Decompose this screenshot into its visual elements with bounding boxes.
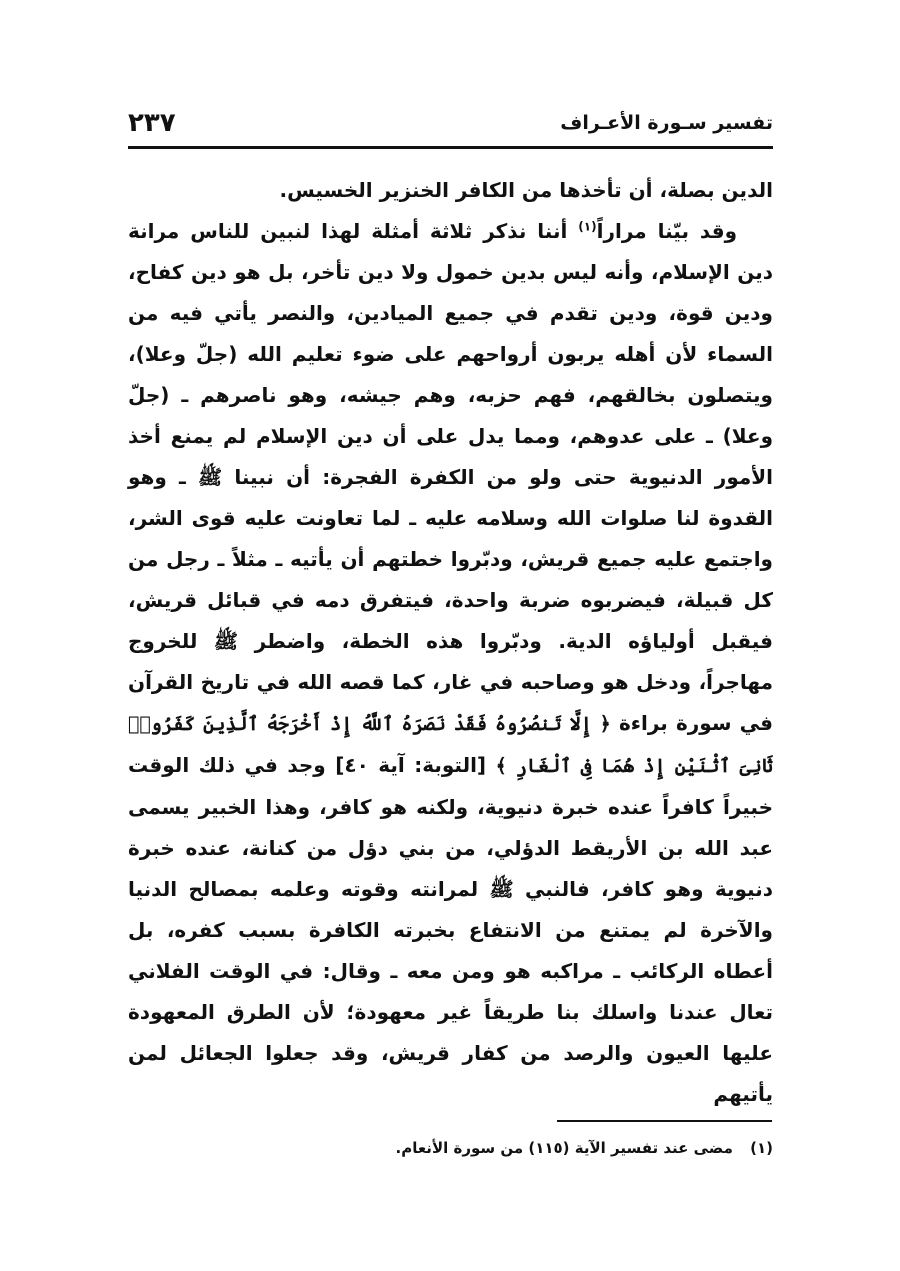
header-rule xyxy=(128,146,773,149)
footnote-reference: (١) xyxy=(578,219,597,234)
paragraph-continuation: الدين بصلة، أن تأخذها من الكافر الخنزير الخسيس. xyxy=(279,178,773,202)
running-title: تفسير سـورة الأعـراف xyxy=(560,112,773,134)
paragraph-main xyxy=(128,211,773,1115)
page-number: ٢٣٧ xyxy=(128,108,176,138)
paragraph-intro: وقد بيّنا مراراً xyxy=(596,219,737,243)
paragraph-text-1: أننا نذكر ثلاثة أمثلة لهذا لنبين للناس مرانة دين الإسلام، وأنه ليس بدين خمول ولا دين تأخر، بل هو دين كفاح، ودين قوة، ودين تقدم في جميع الميادين، والنصر يأتي فيه من السماء لأن أهله يربون أرواحهم على ضوء تعليم الله (جلّ وعلا)، ويتصلون بخالقهم، فهم حزبه، وهم جيشه، وهو ناصرهم ـ (جلّ وعلا) ـ على عدوهم، ومما يدل على أن دين الإسلام لم يمنع أخذ الأمور الدنيوية حتى ولو من الكفرة الفجرة: أن نبينا ﷺ ـ وهو القدوة لنا صلوات الله وسلامه عليه ـ لما تعاونت عليه قوى الشر، واجتمع عليه جميع قريش، ودبّروا خطتهم أن يأتيه ـ مثلاً ـ رجل من كل قبيلة، فيضربوه ضربة واحدة، فيتفرق دمه في قبائل قريش، فيقبل أولياؤه الدية. ودبّروا هذه الخطة، واضطر ﷺ للخروج مهاجراً، ودخل هو وصاحبه في غار، كما قصه الله في تاريخ القرآن في سورة براءة xyxy=(128,219,773,735)
quran-verse: ﴿ إِلَّا تَنصُرُوهُ فَقَدْ نَصَرَهُ ٱللَّهُ إِذْ أَخْرَجَهُ ٱلَّذِينَ كَفَرُوا۟ ثَانِىَ ٱثْنَيْنِ إِذْ هُمَا فِى ٱلْغَارِ ﴾ xyxy=(128,713,773,777)
footnote-text: مضى عند تفسير الآية (١١٥) من سورة الأنعام. xyxy=(395,1139,733,1157)
main-text xyxy=(128,170,773,1115)
paragraph-text-2: [التوبة: آية ٤٠] وجد في ذلك الوقت خبيراً كافراً عنده خبرة دنيوية، ولكنه هو كافر، وهذا الخبير يسمى عبد الله بن الأريقط الدؤلي، من بني دؤل من كنانة، عنده خبرة دنيوية وهو كافر، فالنبي ﷺ لمرانته وقوته وعلمه بمصالح الدنيا والآخرة لم يمتنع من الانتفاع بخبرته الكافرة بسبب كفره، بل أعطاه الركائب ـ مراكبه هو ومن معه ـ وقال: في الوقت الفلاني تعال عندنا واسلك بنا طريقاً غير معهودة؛ لأن الطرق المعهودة عليها العيون والرصد من كفار قريش، وقد جعلوا الجعائل لمن يأتيهم xyxy=(128,753,773,1106)
footnote xyxy=(128,1134,773,1162)
footnote-rule xyxy=(557,1120,772,1122)
footnote-number: (١) xyxy=(750,1139,773,1157)
running-header xyxy=(128,108,773,144)
